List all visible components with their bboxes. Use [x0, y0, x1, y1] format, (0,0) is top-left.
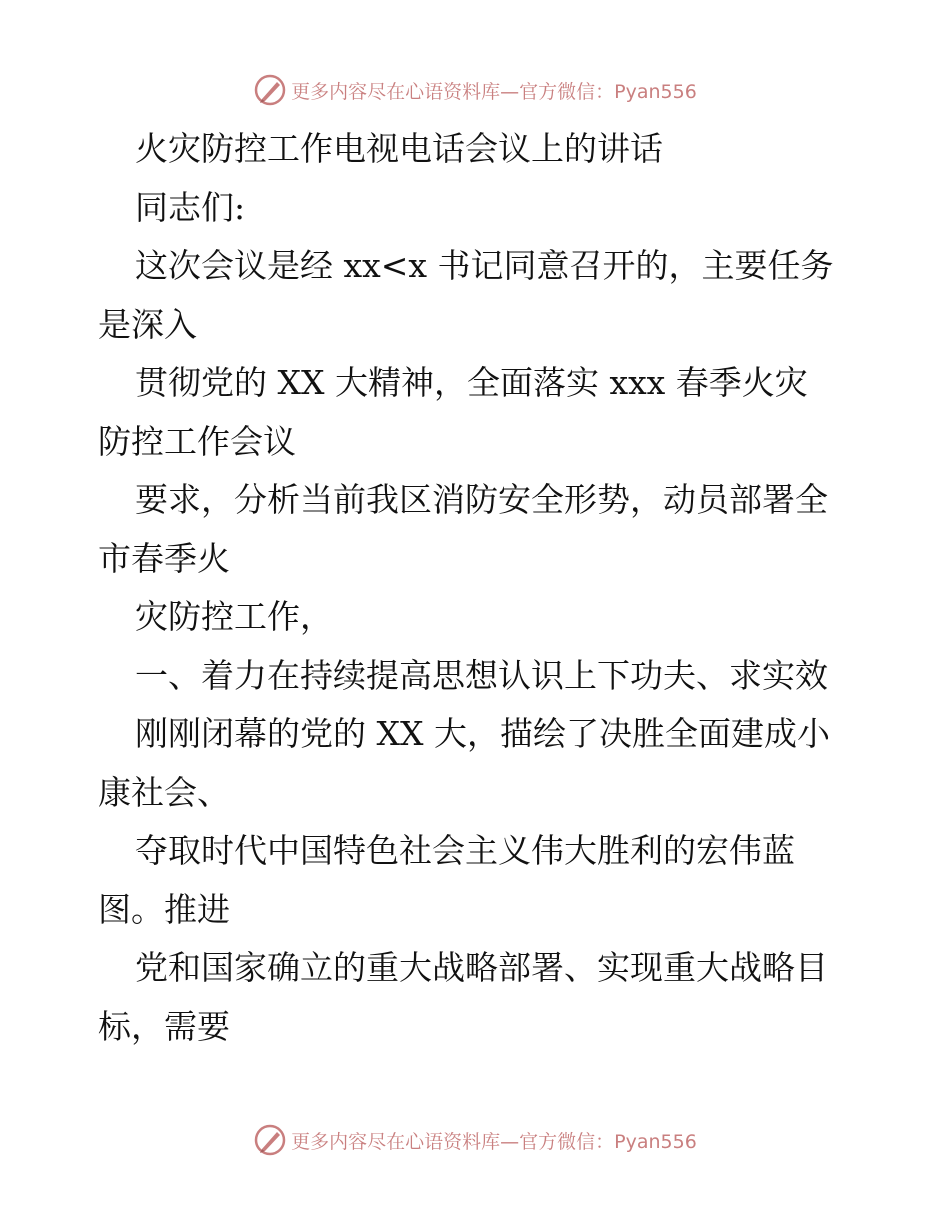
footer-watermark [0, 1120, 950, 1160]
watermark-text: 更多内容尽在心语资料库—官方微信：Pyan556 [291, 80, 697, 103]
document-body [98, 120, 868, 1056]
document-line: 贯彻党的 XX 大精神，全面落实 xxx 春季火灾 [135, 363, 808, 402]
document-line: 图。推进 [98, 889, 230, 929]
document-line: 灾防控工作， [135, 597, 333, 636]
pen-logo-icon [253, 1123, 287, 1157]
watermark-text: 更多内容尽在心语资料库—官方微信：Pyan556 [291, 1130, 697, 1153]
document-line: 防控工作会议 [98, 421, 296, 461]
document-line: 党和国家确立的重大战略部署、实现重大战略目 [135, 948, 828, 987]
document-line: 同志们: [135, 187, 246, 227]
document-line: 标，需要 [98, 1006, 230, 1046]
header-watermark [0, 70, 950, 110]
document-line: 这次会议是经 xx<x 书记同意召开的，主要任务 [135, 246, 834, 285]
document-line: 一、着力在持续提高思想认识上下功夫、求实效 [135, 655, 828, 695]
document-line: 火灾防控工作电视电话会议上的讲话 [135, 129, 663, 168]
pen-logo-icon [253, 73, 287, 107]
document-line: 夺取时代中国特色社会主义伟大胜利的宏伟蓝 [135, 831, 795, 870]
document-line: 是深入 [98, 304, 197, 344]
document-line: 刚刚闭幕的党的 XX 大，描绘了决胜全面建成小 [135, 714, 830, 753]
document-line: 要求，分析当前我区消防安全形势，动员部署全 [135, 480, 828, 519]
document-line: 市春季火 [98, 538, 230, 578]
document-line: 康社会、 [98, 772, 230, 812]
